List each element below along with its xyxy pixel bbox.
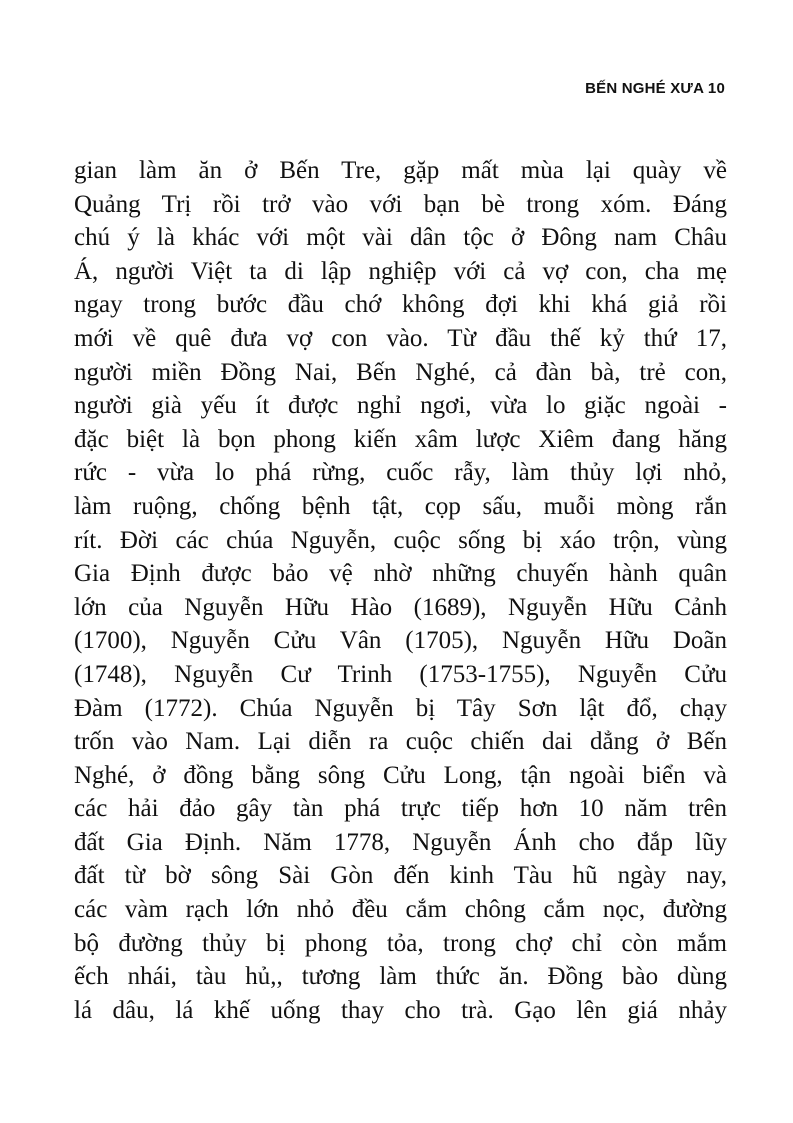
running-header: BẾN NGHÉ XƯA 10 bbox=[585, 80, 725, 97]
text-line: (1700), Nguyễn Cửu Vân (1705), Nguyễn Hữu Doãn bbox=[74, 627, 727, 655]
text-line: lớn của Nguyễn Hữu Hào (1689), Nguyễn Hữu Cảnh bbox=[74, 593, 727, 621]
text-line: đặc biệt là bọn phong kiến xâm lược Xiêm đang hăng bbox=[74, 425, 727, 453]
text-line: ngay trong bước đầu chớ không đợi khi khá giả rồi bbox=[74, 291, 727, 319]
text-line: rít. Đời các chúa Nguyễn, cuộc sống bị xáo trộn, vùng bbox=[74, 526, 727, 554]
text-line: đất từ bờ sông Sài Gòn đến kinh Tàu hũ ngày nay, bbox=[74, 862, 727, 890]
text-line: Đàm (1772). Chúa Nguyễn bị Tây Sơn lật đổ, chạy bbox=[74, 694, 727, 722]
text-line: người miền Đồng Nai, Bến Nghé, cả đàn bà, trẻ con, bbox=[74, 358, 727, 386]
text-line: mới về quê đưa vợ con vào. Từ đầu thế kỷ thứ 17, bbox=[74, 324, 727, 352]
text-line: Quảng Trị rồi trở vào với bạn bè trong xóm. Đáng bbox=[74, 190, 727, 218]
text-line: gian làm ăn ở Bến Tre, gặp mất mùa lại quày về bbox=[74, 157, 727, 184]
text-line: bộ đường thủy bị phong tỏa, trong chợ chỉ còn mắm bbox=[74, 929, 727, 957]
text-line: các vàm rạch lớn nhỏ đều cắm chông cắm nọc, đường bbox=[74, 896, 727, 924]
text-line: Á, người Việt ta di lập nghiệp với cả vợ con, cha mẹ bbox=[74, 257, 727, 285]
text-line: làm ruộng, chống bệnh tật, cọp sấu, muỗi mòng rắn bbox=[74, 492, 727, 520]
body-text bbox=[74, 154, 727, 1027]
text-line: rức - vừa lo phá rừng, cuốc rẫy, làm thủy lợi nhỏ, bbox=[74, 459, 727, 487]
text-line: lá dâu, lá khế uống thay cho trà. Gạo lên giá nhảy bbox=[74, 996, 727, 1024]
text-line: Gia Định được bảo vệ nhờ những chuyến hành quân bbox=[74, 560, 727, 588]
text-line: đất Gia Định. Năm 1778, Nguyễn Ánh cho đắp lũy bbox=[74, 828, 727, 856]
text-line: trốn vào Nam. Lại diễn ra cuộc chiến dai dẳng ở Bến bbox=[74, 728, 727, 756]
text-line: chú ý là khác với một vài dân tộc ở Đông nam Châu bbox=[74, 224, 727, 252]
text-line: Nghé, ở đồng bằng sông Cửu Long, tận ngoài biển và bbox=[74, 761, 727, 789]
text-line: các hải đảo gây tàn phá trực tiếp hơn 10 năm trên bbox=[74, 795, 727, 823]
text-line: ếch nhái, tàu hủ,, tương làm thức ăn. Đồng bào dùng bbox=[74, 963, 727, 991]
text-line: (1748), Nguyễn Cư Trinh (1753-1755), Nguyễn Cửu bbox=[74, 660, 727, 688]
text-line: người già yếu ít được nghỉ ngơi, vừa lo giặc ngoài - bbox=[74, 392, 727, 420]
